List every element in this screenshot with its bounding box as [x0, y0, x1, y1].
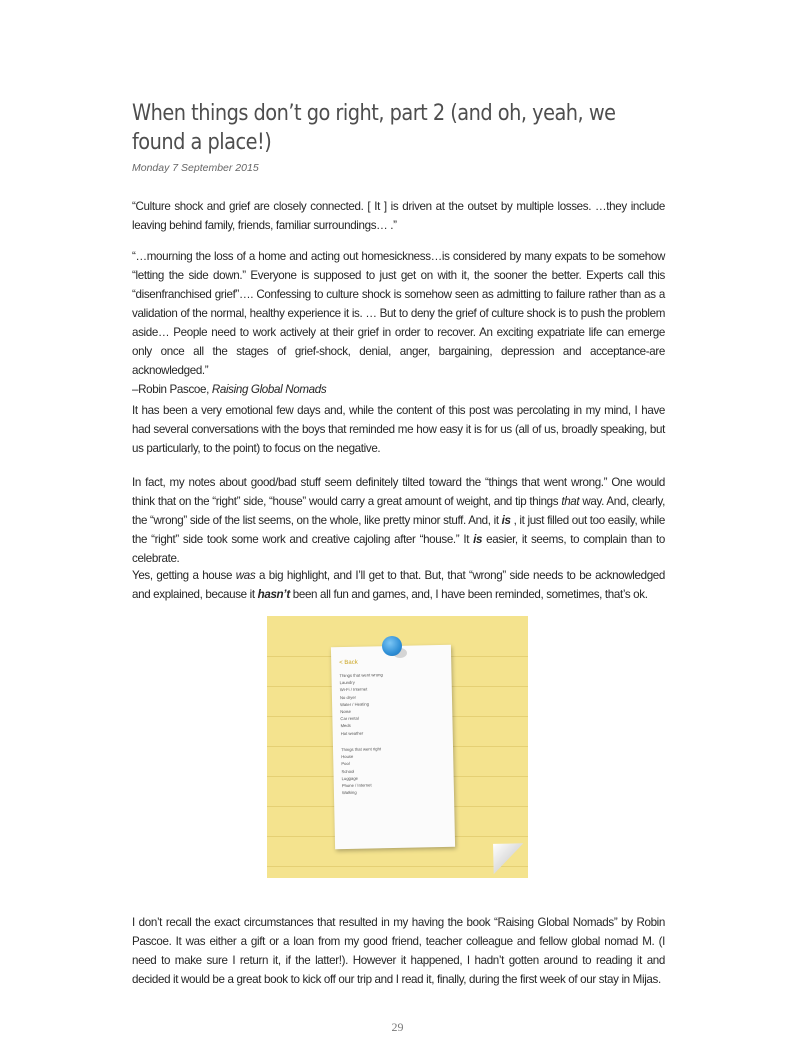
note-list-item: No dryer: [339, 694, 357, 700]
push-pin-icon: [382, 636, 402, 656]
note-paper: [331, 645, 455, 849]
paragraph-2: [132, 473, 665, 568]
note-list-item: Meds: [340, 723, 351, 729]
para2-emph-is-1: is: [501, 514, 511, 527]
note-list-item: Water / Heating: [340, 701, 370, 707]
note-list-item: Car rental: [340, 715, 359, 722]
attribution-prefix: –Robin Pascoe,: [132, 383, 212, 396]
para3-text-b: a big highlight, and I’ll get to that. But, that “wrong” side needs to be acknowledged and explained, because it: [132, 569, 665, 601]
para2-text-b: way. And, clearly, the “wrong” side of the list seems, on the whole, like pretty minor stuff. And, it: [132, 495, 665, 527]
note-list-item: Phone / Internet: [341, 782, 372, 789]
note-list-item: Walking: [341, 789, 357, 796]
note-list-item: School: [341, 768, 355, 774]
para2-text-a: In fact, my notes about good/bad stuff seem definitely tilted toward the “things that went wrong.” One would think that on the “right” side, “house” would carry a great amount of weight, and tip things: [132, 476, 665, 508]
note-list-item: Pool: [341, 761, 350, 767]
para3-text-a: Yes, getting a house: [132, 569, 236, 582]
quote-1: “Culture shock and grief are closely connected. [ It ] is driven at the outset by multiple losses. …they include leaving behind family, friends, familiar surroundings… .”: [132, 200, 665, 232]
note-list-item: Luggage: [341, 775, 359, 781]
para2-text-c: , it just filled out too easily, while the “right” side took some work and creative cajoling after “house.” It: [132, 514, 665, 546]
para3-emph-was: was: [235, 569, 256, 582]
note-list-item: Noise: [340, 708, 352, 715]
post-title: When things don’t go right, part 2 (and oh, yeah, we found a place!): [132, 100, 616, 155]
note-list-item: House: [341, 754, 354, 760]
notes-figure: [267, 616, 528, 878]
paragraph-4: I don’t recall the exact circumstances that resulted in my having the book “Raising Global Nomads” by Robin Pascoe. It was either a gift or a loan from my good friend, teacher colleague and fellow global nomad M. (I need to make sure I return it, if the latter!). However it happened, I hadn’t gotten around to reading it and decided it would be a great book to kick off our trip and I read it, finally, during the first week of our stay in Mijas.: [132, 916, 665, 986]
note-list-item: Laundry: [339, 679, 355, 686]
note-list-item: Things that went wrong: [339, 672, 383, 679]
paragraph-1: It has been a very emotional few days and, while the content of this post was percolating in my mind, I have had several conversations with the boys that reminded me how easy it is for us (all of us, broadly speaking, but us particularly, to the point) to focus on the negative.: [132, 404, 665, 455]
note-list-item: Things that went right: [340, 746, 382, 753]
page-number: 29: [391, 1020, 404, 1034]
note-list-item: Wi-Fi / Internet: [339, 686, 368, 693]
quote-2-block: [132, 247, 665, 399]
post-date: Monday 7 September 2015: [132, 162, 259, 174]
page-curl-icon: [493, 843, 524, 874]
para2-emph-is-2: is: [473, 533, 483, 546]
back-label: < Back: [339, 659, 358, 667]
note-list-item: Hot weather: [340, 730, 364, 736]
ruled-line: [267, 866, 528, 867]
attribution-book: Raising Global Nomads: [211, 383, 327, 396]
para2-text-d: easier, it seems, to complain than to celebrate.: [132, 533, 665, 565]
quote-2: “…mourning the loss of a home and acting out homesickness…is considered by many expats to be somehow “letting the side down.” Everyone is supposed to just get on with it, the sooner the better. Experts call this “disenfranchised grief”…. Confessing to culture shock is somehow seen as admitting to failure rather than as a validation of the normal, healthy experience it is. … But to deny the grief of culture shock is to push the problem aside… People need to work actively at their grief in order to recover. An exciting expatriate life can emerge only once all the stages of grief-shock, denial, anger, bargaining, depression and acceptance-are acknowledged.”: [132, 250, 665, 377]
para3-text-c: been all fun and games, and, I have been reminded, sometimes, that’s ok.: [289, 588, 648, 601]
paragraph-3: [132, 566, 665, 604]
para3-emph-hasnt: hasn’t: [257, 588, 290, 601]
para2-emph-that: that: [561, 495, 580, 508]
